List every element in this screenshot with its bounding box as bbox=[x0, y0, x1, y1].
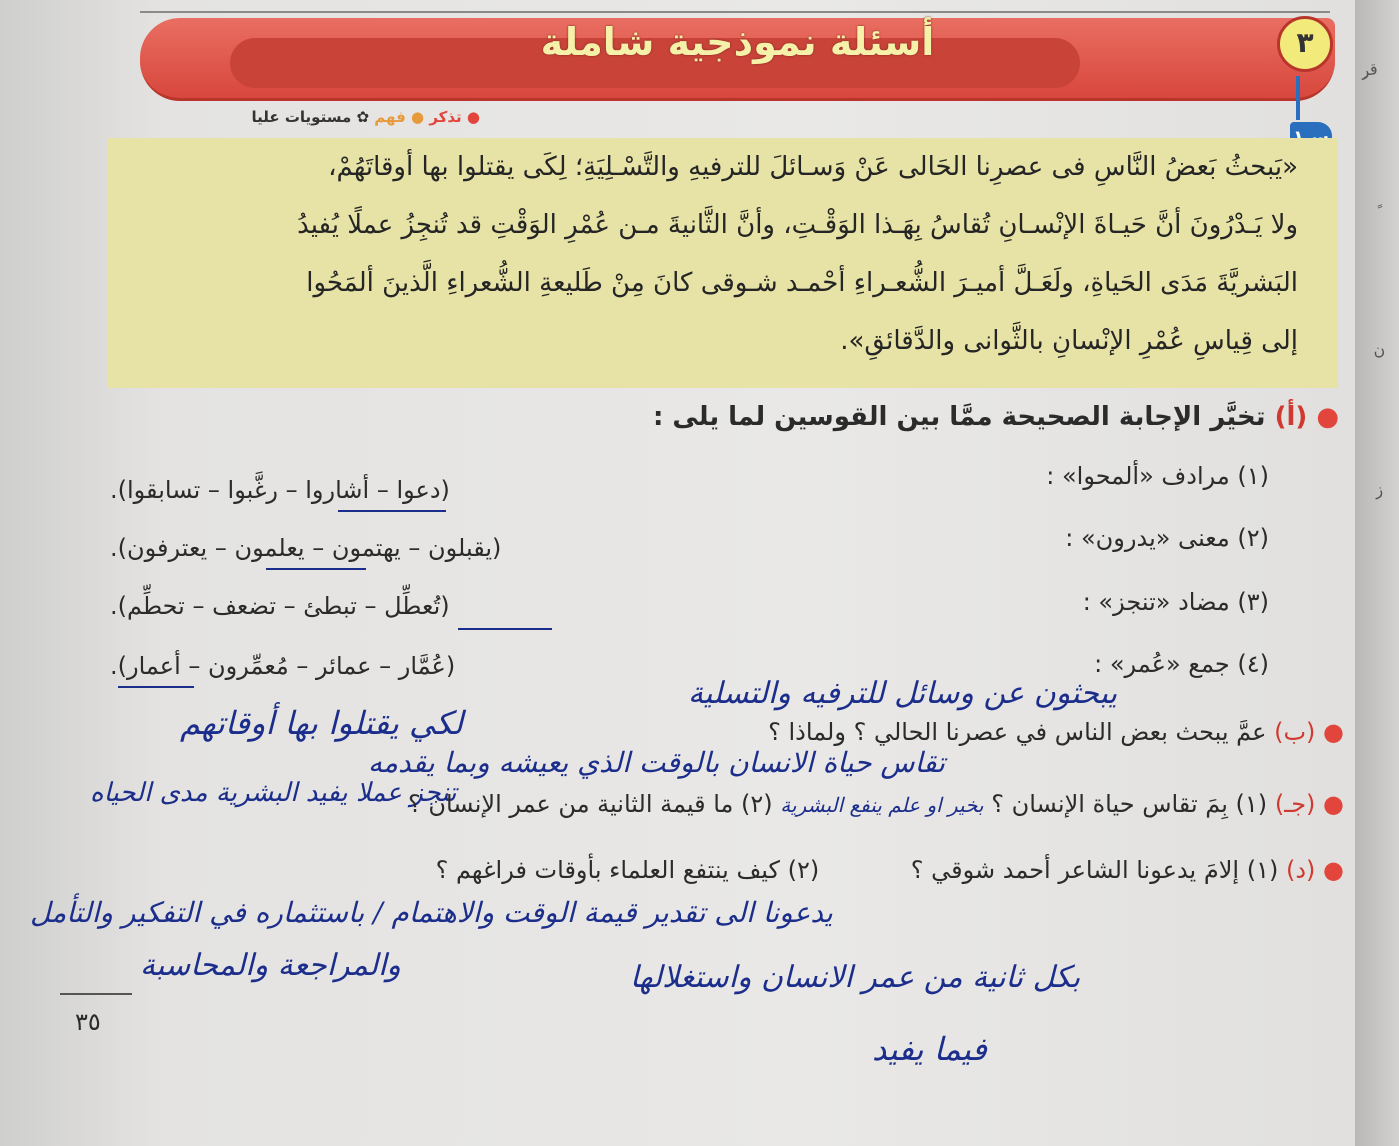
item-choices: (تُعطِّل – تبطئ – تضعف – تحطِّم). bbox=[110, 592, 450, 620]
handwritten-answer: يدعونا الى تقدير قيمة الوقت والاهتمام / باستثماره في التفكير والتأمل bbox=[30, 896, 833, 929]
next-page-edge bbox=[1355, 0, 1399, 1146]
section-a-label: (أ) bbox=[1274, 402, 1308, 432]
edge-fragment: ن bbox=[1371, 339, 1387, 360]
answer-underline bbox=[338, 510, 446, 512]
section-d-question: ● (د) (١) إلامَ يدعونا الشاعر أحمد شوقي ؟ (٢) كيف ينتفع العلماء بأوقات فراغهم ؟ bbox=[435, 856, 1344, 884]
section-c-question: ● (جـ) (١) بِمَ تقاس حياة الإنسان ؟ بخير او علم ينفع البشرية (٢) ما قيمة الثانية من عمر الإنسان ؟ bbox=[407, 790, 1344, 818]
item-choices: (عُمَّار – عمائر – مُعمِّرون – أعمار). bbox=[110, 652, 456, 680]
passage-line: ولا يَـدْرُونَ أنَّ حَيـاةَ الإنْسـانِ تُقاسُ بِهَـذا الوَقْـتِ، وأنَّ الثَّانيةَ مـن عُمْرِ الوَقْتِ قد تُنجِزُ عملًا يُفيدُ bbox=[297, 210, 1298, 240]
blue-marker bbox=[1296, 76, 1300, 120]
item-question: (١) مرادف «ألمحوا» : bbox=[1046, 462, 1269, 490]
section-a-prompt: تخيَّر الإجابة الصحيحة ممَّا بين القوسين لما يلى : bbox=[652, 402, 1266, 432]
answer-underline bbox=[118, 686, 194, 688]
item-question: (٣) مضاد «تنجز» : bbox=[1082, 588, 1269, 616]
item-choices: (دعوا – أشاروا – رغَّبوا – تسابقوا). bbox=[110, 476, 450, 504]
handwritten-answer: والمراجعة والمحاسبة bbox=[140, 948, 401, 983]
edge-fragment: ز bbox=[1373, 479, 1385, 500]
handwritten-answer: بكل ثانية من عمر الانسان واستغلالها bbox=[630, 960, 1081, 995]
answer-underline bbox=[458, 628, 552, 630]
passage-line: إلى قِياسِ عُمْرِ الإنْسانِ بالثَّوانى والدَّقائقِ». bbox=[840, 326, 1298, 356]
handwritten-answer: لكي يقتلوا بها أوقاتهم bbox=[180, 704, 464, 742]
handwritten-answer: تنجز عملا يفيد البشرية مدى الحياه bbox=[90, 778, 457, 808]
footer-rule bbox=[60, 993, 132, 995]
item-question: (٤) جمع «عُمر» : bbox=[1094, 650, 1269, 678]
handwritten-answer: تقاس حياة الانسان بالوقت الذي يعيشه وبما يقدمه bbox=[368, 746, 946, 779]
level-remember: ● تذكر bbox=[429, 108, 480, 126]
answer-underline bbox=[266, 568, 366, 570]
item-question: (٢) معنى «يدرون» : bbox=[1065, 524, 1269, 552]
passage-line: البَشريَّةَ مَدَى الحَياةِ، ولَعَـلَّ أميـرَ الشُّعـراءِ أحْمـد شـوقى كانَ مِنْ طَليعةِ الشُّعراءِ الَّذينَ ألمَحُوا bbox=[306, 268, 1298, 298]
levels-legend bbox=[150, 108, 480, 130]
handwritten-answer: فيما يفيد bbox=[872, 1030, 987, 1068]
passage-box bbox=[108, 138, 1338, 388]
edge-fragment: ِقر bbox=[1359, 58, 1379, 81]
top-rule bbox=[140, 11, 1330, 13]
level-understand: ● فهم bbox=[374, 108, 425, 126]
page-title: أسئلة نموذجية شاملة bbox=[540, 20, 935, 64]
unit-number-badge: ٣ bbox=[1277, 16, 1333, 72]
page-number: ٣٥ bbox=[75, 1008, 101, 1036]
level-higher: ✿ مستويات عليا bbox=[251, 108, 370, 126]
section-b-question: ● (ب) عمَّ يبحث بعض الناس في عصرنا الحالي ؟ ولماذا ؟ bbox=[768, 718, 1344, 746]
item-choices: (يقبلون – يهتمون – يعلمون – يعترفون). bbox=[110, 534, 502, 562]
section-a-heading: ● (أ) تخيَّر الإجابة الصحيحة ممَّا بين القوسين لما يلى : bbox=[652, 402, 1339, 432]
passage-line: «يَبحثُ بَعضُ النَّاسِ فى عصرِنا الحَالى عَنْ وَسـائلَ للترفيهِ والتَّسْـلِيَةِ؛ لِكَى يقتلوا بها أوقاتَهُمْ، bbox=[328, 152, 1298, 182]
title-banner bbox=[140, 18, 1335, 101]
handwritten-answer: بخير او علم ينفع البشرية bbox=[780, 793, 984, 817]
edge-fragment: ٍ bbox=[1373, 190, 1377, 209]
handwritten-answer: يبحثون عن وسائل للترفيه والتسلية bbox=[688, 676, 1118, 711]
